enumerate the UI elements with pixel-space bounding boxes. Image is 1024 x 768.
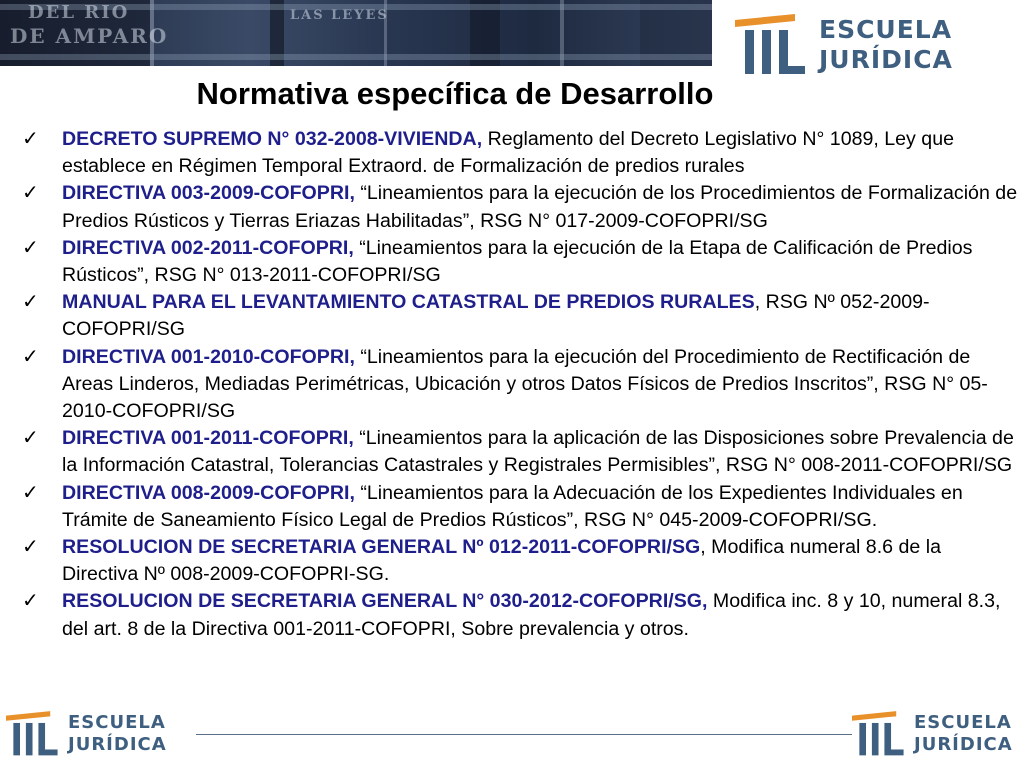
banner-lettering-1: DEL RIO bbox=[28, 2, 130, 23]
list-item bbox=[22, 480, 1022, 534]
footer-divider bbox=[196, 734, 852, 735]
checkmark-icon: ✓ bbox=[22, 236, 39, 259]
list-item-lead: DIRECTIVA 008-2009-COFOPRI, bbox=[62, 481, 355, 504]
list-item-text: Reglamento del Decreto Legislativo N° 1089, Ley que establece en Régimen Temporal Extraord. de Formalización de predios rurales bbox=[62, 128, 954, 178]
checkmark-icon: ✓ bbox=[22, 128, 39, 150]
list-item-text: Modifica inc. 8 y 10, numeral 8.3, del art. 8 de la Directiva 001-2011-COFOPRI, Sobre prevalencia y otros. bbox=[62, 590, 1001, 640]
brand-name-line1: ESCUELA bbox=[819, 15, 953, 44]
list-item bbox=[22, 235, 1022, 289]
list-item bbox=[22, 588, 1022, 642]
banner-lettering-3: LAS LEYES bbox=[290, 8, 389, 23]
checkmark-icon: ✓ bbox=[22, 536, 39, 559]
checkmark-icon: ✓ bbox=[22, 291, 39, 314]
brand-logo-top bbox=[735, 14, 953, 76]
list-item-text: “Lineamientos para la Adecuación de los Expedientes Individuales en Trámite de Saneamiento Físico Legal de Predios Rústicos”, RSG N° 045-2009-COFOPRI/SG. bbox=[62, 481, 963, 531]
list-item bbox=[22, 425, 1022, 479]
checkmark-icon: ✓ bbox=[22, 481, 39, 504]
checkmark-icon: ✓ bbox=[22, 427, 39, 450]
list-item-lead: RESOLUCION DE SECRETARIA GENERAL Nº 012-2011-COFOPRI/SG bbox=[62, 536, 701, 559]
list-item bbox=[22, 289, 1022, 343]
list-item-text: , RSG Nº 052-2009-COFOPRI/SG bbox=[62, 291, 930, 341]
brand-logo-icon bbox=[852, 706, 908, 762]
brand-name-line2: JURÍDICA bbox=[819, 45, 953, 74]
header-banner-image bbox=[0, 0, 712, 66]
list-item bbox=[22, 344, 1022, 426]
list-item bbox=[22, 180, 1022, 234]
list-item-lead: DIRECTIVA 001-2010-COFOPRI, bbox=[62, 345, 355, 368]
list-item-text: “Lineamientos para la ejecución de los Procedimientos de Formalización de Predios Rústicos y Tierras Eriazas Habilitadas”, RSG N° 017-2009-COFOPRI/SG bbox=[62, 182, 1018, 232]
brand-logo-bottom-left bbox=[6, 706, 167, 762]
brand-logo-icon bbox=[735, 14, 811, 76]
list-item-lead: RESOLUCION DE SECRETARIA GENERAL N° 030-2012-COFOPRI/SG, bbox=[62, 590, 708, 613]
list-item bbox=[22, 126, 1022, 180]
list-item-text: “Lineamientos para la ejecución del Procedimiento de Rectificación de Areas Linderos, Mediadas Perimétricas, Ubicación y otros Datos Físicos de Predios Inscritos”, RSG N° 05-2010-COFOPRI/SG bbox=[62, 345, 988, 423]
list-item-lead: DECRETO SUPREMO N° 032-2008-VIVIENDA, bbox=[62, 128, 483, 150]
list-item-lead: DIRECTIVA 003-2009-COFOPRI, bbox=[62, 182, 355, 205]
list-item-text: “Lineamientos para la aplicación de las Disposiciones sobre Prevalencia de la Información Catastral, Tolerancias Catastrales y Registrales Permisibles”, RSG N° 008-2011-COFOPRI/SG bbox=[62, 427, 1014, 477]
banner-lettering-2: DE AMPARO bbox=[10, 24, 169, 48]
brand-name-line2: JURÍDICA bbox=[914, 734, 1013, 755]
regulation-list bbox=[22, 126, 1022, 643]
list-item bbox=[22, 534, 1022, 588]
list-item-text: “Lineamientos para la ejecución de la Etapa de Calificación de Predios Rústicos”, RSG N° 013-2011-COFOPRI/SG bbox=[62, 236, 973, 287]
checkmark-icon: ✓ bbox=[22, 345, 39, 368]
slide-title: Normativa específica de Desarrollo bbox=[196, 76, 714, 111]
checkmark-icon: ✓ bbox=[22, 590, 39, 613]
list-item-lead: DIRECTIVA 002-2011-COFOPRI, bbox=[62, 236, 354, 259]
brand-name-line2: JURÍDICA bbox=[68, 734, 167, 755]
brand-logo-bottom-right bbox=[852, 706, 1013, 762]
brand-logo-icon bbox=[6, 706, 62, 762]
brand-name-line1: ESCUELA bbox=[68, 712, 166, 733]
brand-name-line1: ESCUELA bbox=[914, 712, 1012, 733]
list-item-lead: MANUAL PARA EL LEVANTAMIENTO CATASTRAL DE PREDIOS RURALES bbox=[62, 291, 755, 314]
checkmark-icon: ✓ bbox=[22, 182, 39, 205]
list-item-lead: DIRECTIVA 001-2011-COFOPRI, bbox=[62, 427, 354, 450]
list-item-text: , Modifica numeral 8.6 de la Directiva Nº 008-2009-COFOPRI-SG. bbox=[62, 536, 941, 586]
